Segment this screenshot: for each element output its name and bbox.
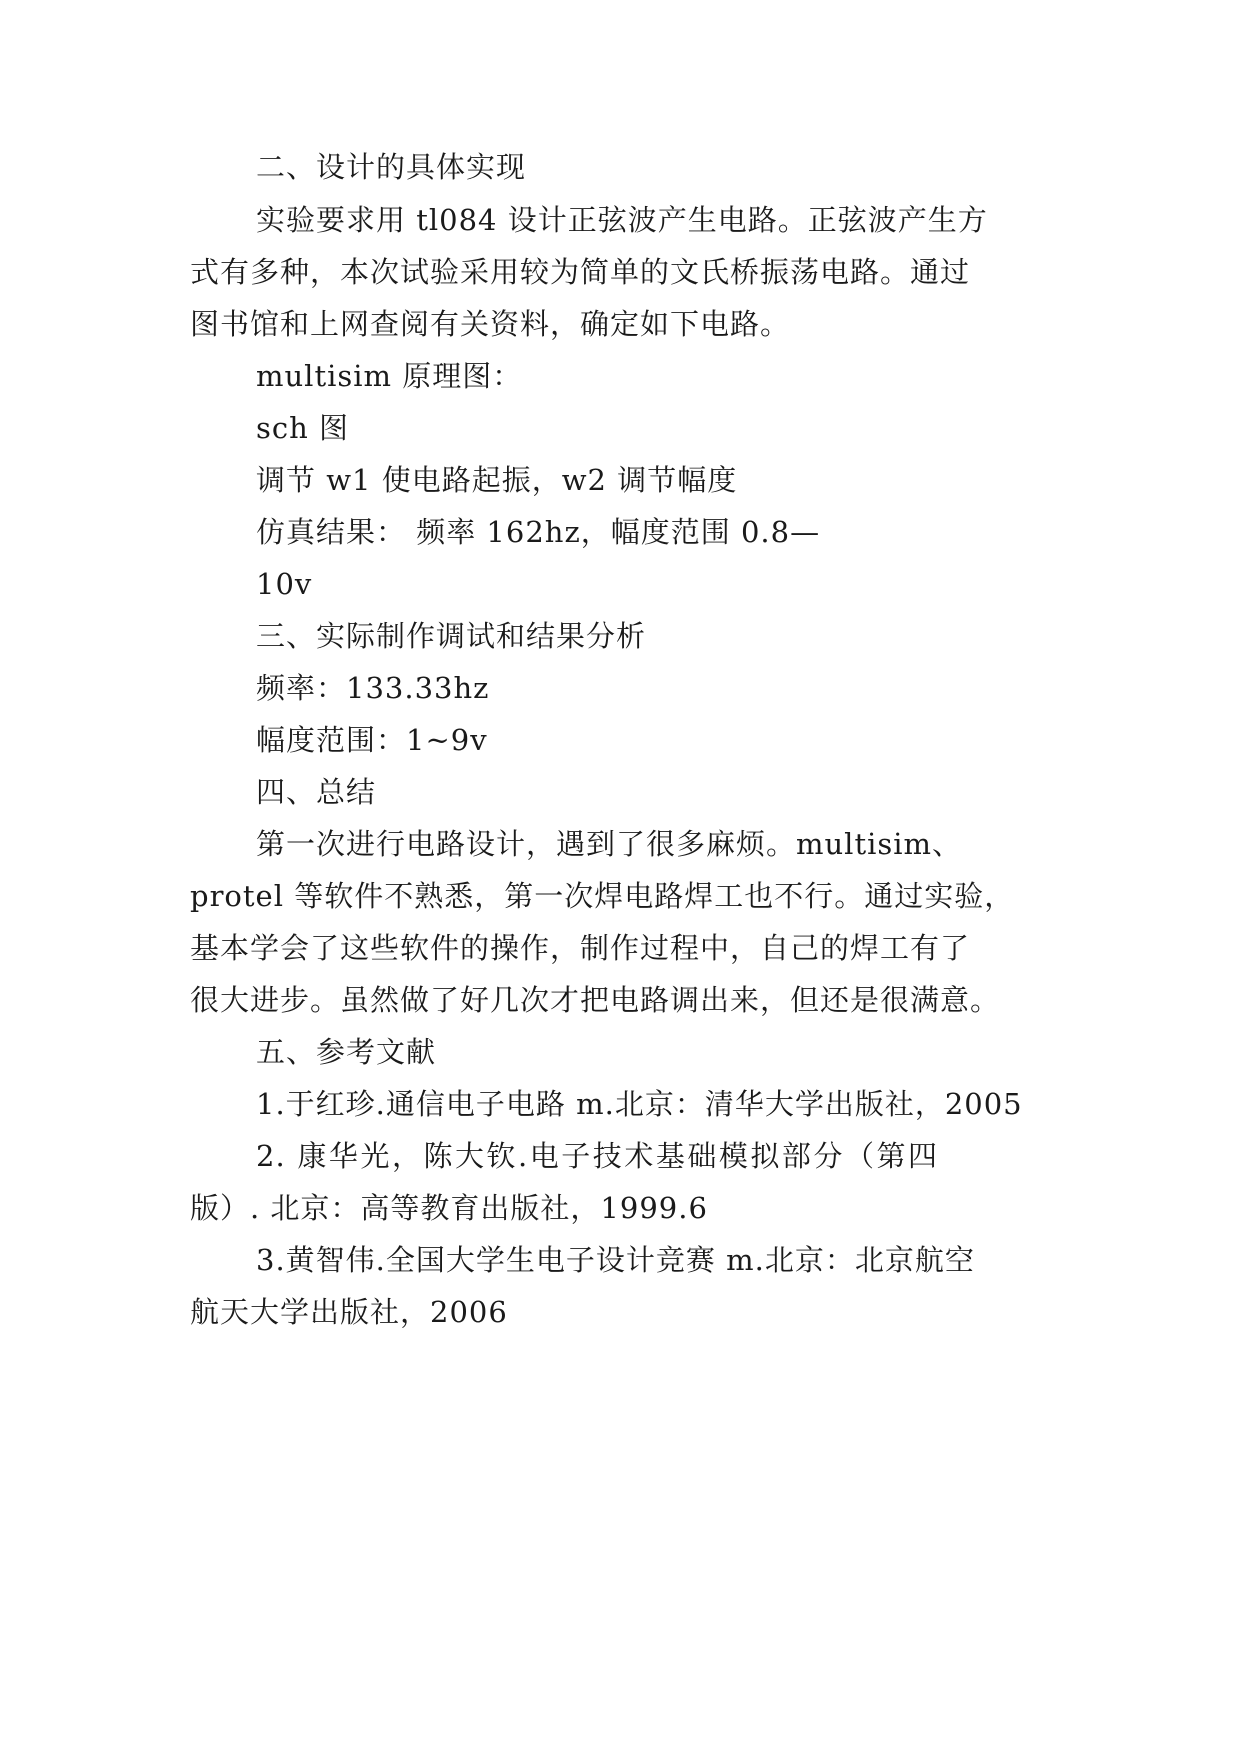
paragraph-line: 图书馆和上网查阅有关资料，确定如下电路。: [190, 307, 791, 341]
figure-caption-sch: sch 图: [256, 411, 350, 445]
reference-item: 3.黄智伟.全国大学生电子设计竞赛 m.北京：北京航空: [256, 1243, 975, 1277]
paragraph-line: 实验要求用 tl084 设计正弦波产生电路。正弦波产生方: [256, 203, 988, 237]
paragraph-line: 第一次进行电路设计，遇到了很多麻烦。multisim、: [256, 827, 963, 861]
figure-caption-multisim: multisim 原理图：: [256, 359, 523, 393]
paragraph-line: 10v: [256, 567, 313, 601]
section-heading-references: 五、参考文献: [256, 1035, 437, 1069]
reference-item-continuation: 版）. 北京：高等教育出版社，1999.6: [190, 1191, 708, 1225]
reference-item-continuation: 航天大学出版社，2006: [190, 1295, 508, 1329]
paragraph-line: 频率：133.33hz: [256, 671, 490, 705]
paragraph-line: protel 等软件不熟悉，第一次焊电路焊工也不行。通过实验，: [190, 879, 1015, 913]
reference-item: 2. 康华光，陈大钦.电子技术基础模拟部分（第四: [256, 1139, 938, 1173]
section-heading-summary: 四、总结: [256, 775, 377, 809]
section-heading-analysis: 三、实际制作调试和结果分析: [256, 619, 647, 653]
paragraph-line: 幅度范围：1~9v: [256, 723, 488, 757]
section-heading-implementation: 二、设计的具体实现: [256, 150, 527, 184]
paragraph-line: 调节 w1 使电路起振，w2 调节幅度: [256, 463, 738, 497]
reference-item: 1.于红珍.通信电子电路 m.北京：清华大学出版社，2005: [256, 1087, 1023, 1121]
paragraph-line: 基本学会了这些软件的操作，制作过程中，自己的焊工有了: [190, 931, 971, 965]
paragraph-line: 仿真结果： 频率 162hz，幅度范围 0.8—: [256, 515, 821, 549]
paragraph-line: 很大进步。虽然做了好几次才把电路调出来，但还是很满意。: [190, 983, 1001, 1017]
paragraph-line: 式有多种，本次试验采用较为简单的文氏桥振荡电路。通过: [190, 255, 971, 289]
